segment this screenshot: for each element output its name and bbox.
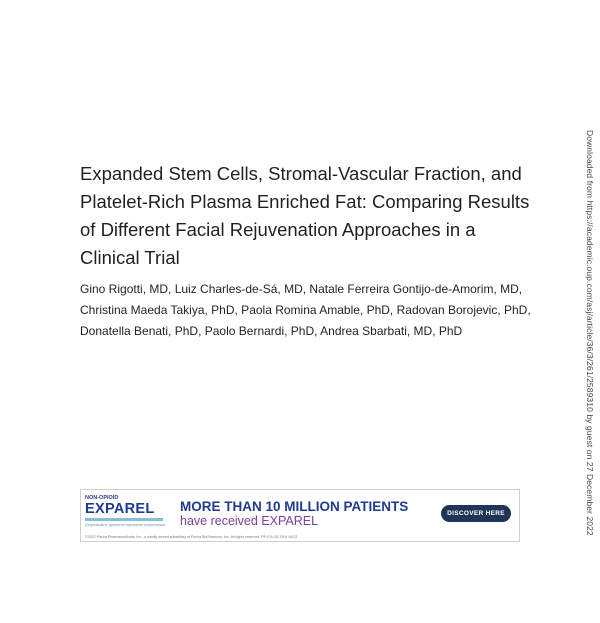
- download-notice: Downloaded from https://academic.oup.com/asj/article/36/3/261/2589310 by guest on 27 December 2022: [585, 130, 595, 536]
- article-title: Expanded Stem Cells, Stromal-Vascular Fraction, and Platelet-Rich Plasma Enriched Fat: Comparing Results of Different Facial Rejuvenation Approaches in a Clinical Trial: [80, 163, 530, 268]
- ad-fine-print: ©2022 Pacira Pharmaceuticals, Inc., a wholly owned subsidiary of Pacira BioSciences, Inc. All rights reserved. PP-EX-US-7904 04/22: [85, 535, 298, 539]
- logo-tag: NON-OPIOID: [85, 495, 119, 501]
- logo-brand: EXPAREL: [85, 501, 155, 517]
- ad-headline: MORE THAN 10 MILLION PATIENTS: [180, 499, 409, 514]
- discover-here-button[interactable]: DISCOVER HERE: [441, 505, 511, 522]
- logo-subtitle: (bupivacaine liposome injectable suspension): [85, 522, 166, 527]
- logo-underline: [85, 518, 163, 521]
- ad-subline: have received EXPAREL: [180, 514, 319, 528]
- exparel-logo: [85, 495, 169, 531]
- article-authors: Gino Rigotti, MD, Luiz Charles-de-Sá, MD, Natale Ferreira Gontijo-de-Amorim, MD, Christina Maeda Takiya, PhD, Paola Romina Amable, PhD, Radovan Borojevic, PhD, Donatella Benati, PhD, Paolo Bernardi, PhD, Andrea Sbarbati, MD, PhD: [80, 282, 531, 338]
- advertisement-banner[interactable]: [80, 489, 520, 542]
